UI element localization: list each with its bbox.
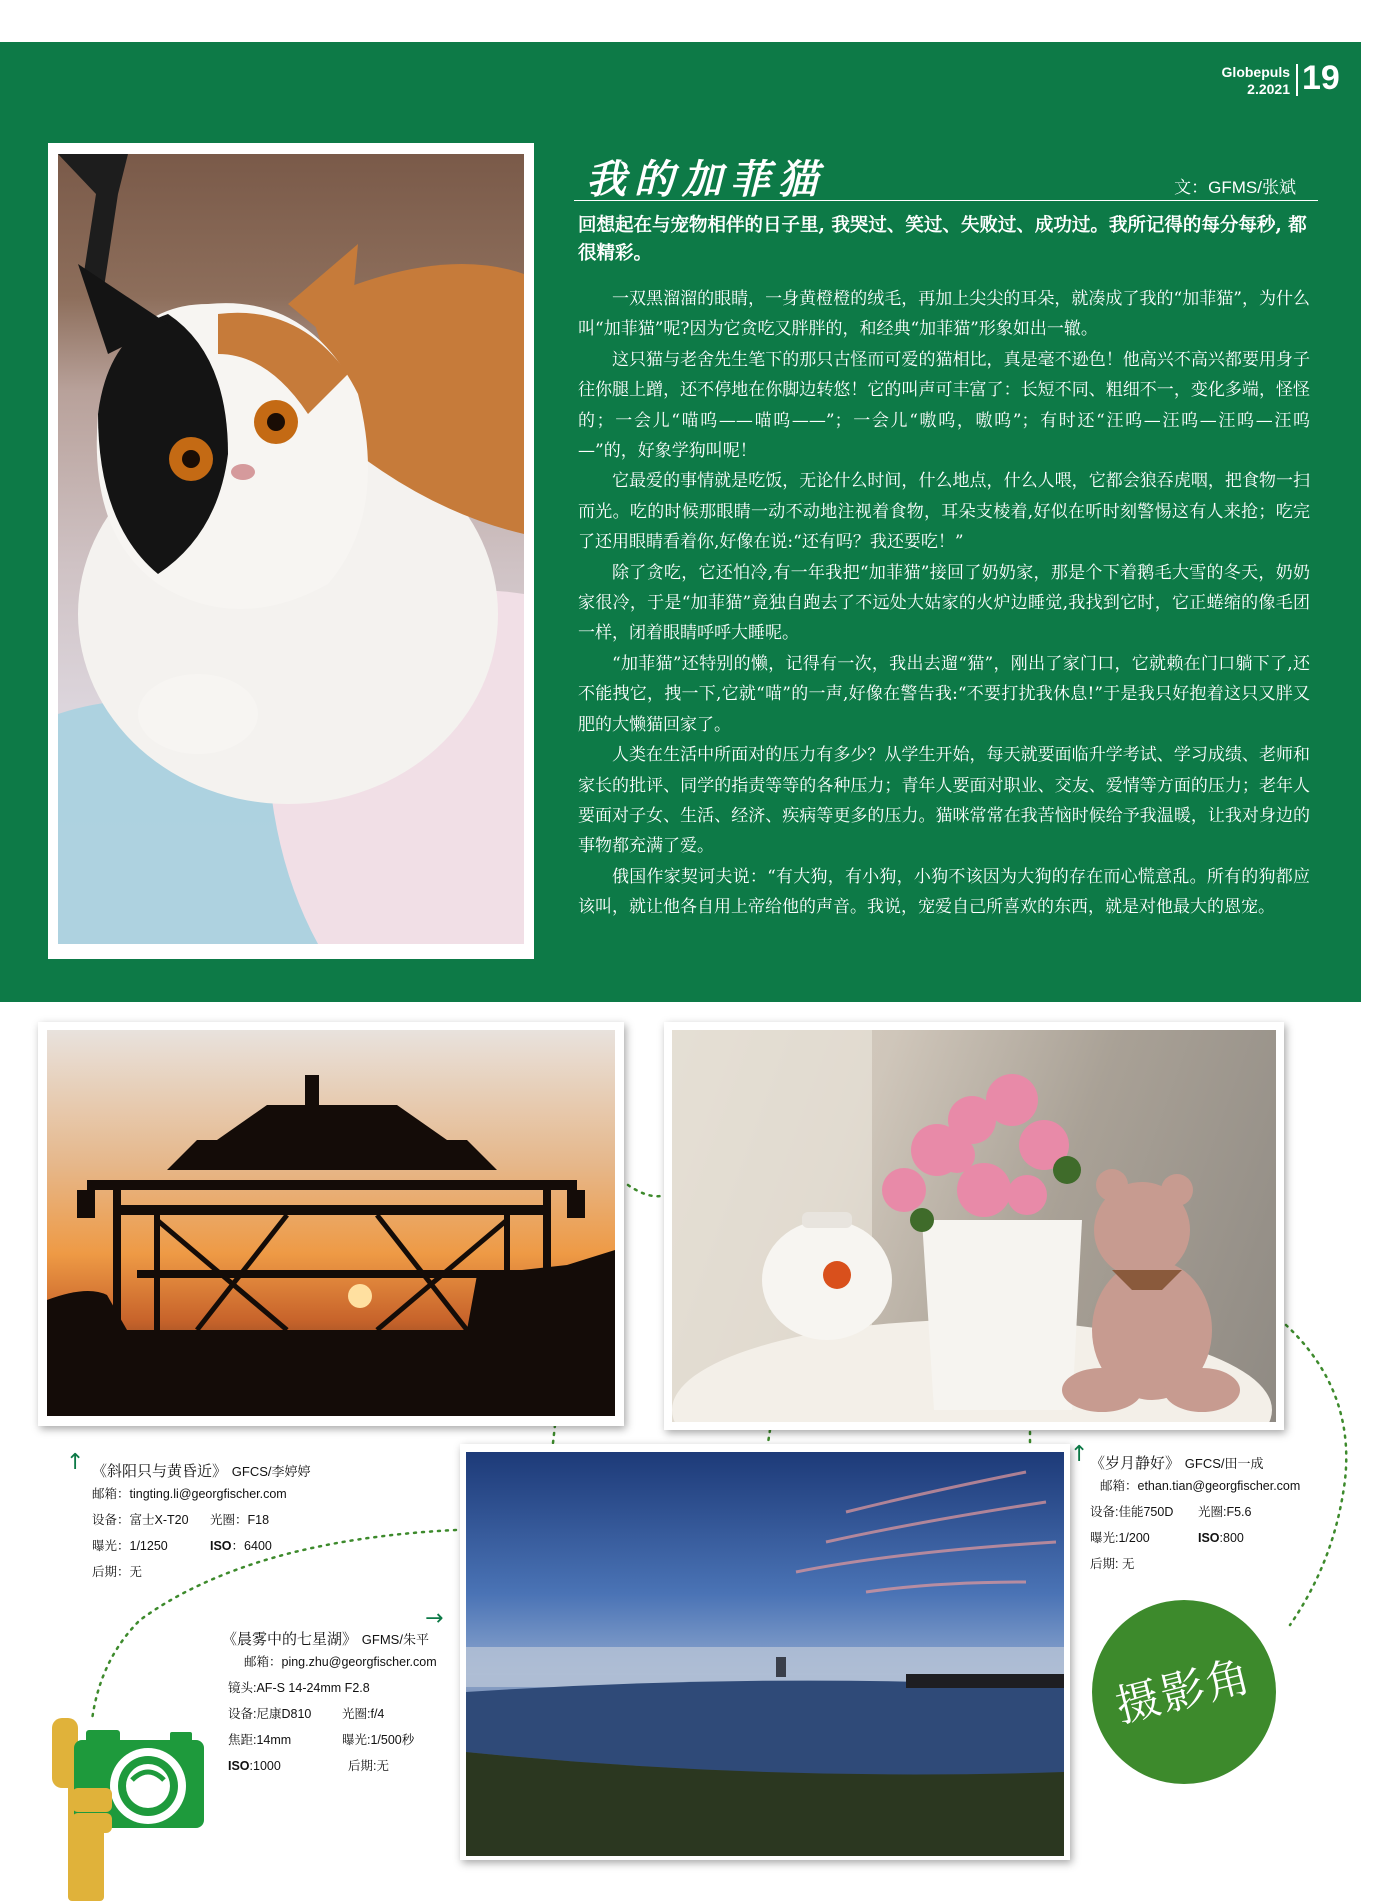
lake-caption <box>222 1628 458 1788</box>
caption-title <box>222 1628 458 1649</box>
lake-aperture: 光圈:f/4 <box>342 1707 385 1721</box>
flowers-teddy-illustration <box>672 1030 1276 1422</box>
caption-title <box>1090 1452 1340 1473</box>
flowers-email: 邮箱：ethan.tian@georgfischer.com <box>1100 1479 1301 1493</box>
sunset-post: 后期：无 <box>92 1565 143 1579</box>
lake-lens: 镜头:AF-S 14-24mm F2.8 <box>228 1681 370 1695</box>
lake-photo <box>466 1452 1064 1856</box>
issue-number: 2.2021 <box>1247 81 1290 97</box>
sunset-device: 设备：富士X-T20 <box>92 1513 189 1527</box>
sunset-iso-label: ISO <box>210 1539 232 1553</box>
flowers-photo <box>672 1030 1276 1422</box>
cat-illustration <box>58 154 524 944</box>
sunset-exposure: 曝光：1/1250 <box>92 1539 168 1553</box>
section-badge-label: 摄影角 <box>1110 1650 1257 1733</box>
lake-credit: GFMS/朱平 <box>361 1632 429 1647</box>
pavilion-silhouette <box>47 1030 615 1416</box>
lake-illustration <box>466 1452 1064 1856</box>
page-number: 19 <box>1302 59 1340 97</box>
lake-focal: 焦距:14mm <box>228 1733 292 1747</box>
lake-device: 设备:尼康D810 <box>228 1707 312 1721</box>
flowers-exposure: 曝光:1/200 <box>1090 1531 1150 1545</box>
paragraph: 俄国作家契诃夫说：“有大狗，有小狗，小狗不该因为大狗的存在而心慌意乱。所有的狗都应该叫，就让他各自用上帝给他的声音。我说，宠爱自己所喜欢的东西，就是对他最大的恩宠。 <box>578 866 1310 918</box>
lake-row-3 <box>222 1753 458 1779</box>
lake-row-1 <box>222 1701 458 1727</box>
article-body <box>578 284 1310 923</box>
flowers-post: 后期: 无 <box>1090 1557 1135 1571</box>
sunset-row-1 <box>92 1507 392 1533</box>
lake-post: 后期:无 <box>348 1759 389 1773</box>
flowers-row-2 <box>1090 1525 1340 1551</box>
flowers-credit: GFCS/田一成 <box>1184 1456 1264 1471</box>
section-badge <box>1092 1600 1276 1784</box>
arrow-right-icon: → <box>425 1606 444 1631</box>
article-title: 我的加菲猫 <box>586 157 826 203</box>
magazine-name: Globepuls <box>1221 64 1290 80</box>
paragraph: “加菲猫”还特别的懒，记得有一次，我出去遛“猫”，刚出了家门口，它就赖在门口躺下了,还不能拽它，拽一下,它就“喵”的一声,好像在警告我:“不要打扰我休息!”于是我只好抱着这只又胖又肥的大懒猫回家了。 <box>578 653 1310 735</box>
article-byline: 文：GFMS/张斌 <box>1174 178 1296 197</box>
article-header <box>574 148 1318 201</box>
lake-title: 《晨雾中的七星湖》 <box>222 1630 358 1648</box>
sunset-credit: GFCS/李婷婷 <box>231 1464 311 1479</box>
cat-photo <box>58 154 524 944</box>
article-lead: 回想起在与宠物相伴的日子里, 我哭过、笑过、失败过、成功过。我所记得的每分每秒, 都很精彩。 <box>578 215 1307 264</box>
sunset-iso-value: ：6400 <box>231 1539 272 1553</box>
flowers-aperture: 光圈:F5.6 <box>1198 1505 1252 1519</box>
lake-iso-value: :1000 <box>249 1759 281 1773</box>
camera-icon <box>52 1718 204 1901</box>
lake-email: 邮箱：ping.zhu@georgfischer.com <box>244 1655 437 1669</box>
flowers-row-1 <box>1090 1499 1340 1525</box>
arrow-up-icon: ↑ <box>66 1450 85 1475</box>
lake-row-2 <box>222 1727 458 1753</box>
flowers-iso-label: ISO <box>1198 1531 1220 1545</box>
sunset-photo <box>47 1030 615 1416</box>
caption-title <box>92 1460 392 1481</box>
lake-exposure: 曝光:1/500秒 <box>342 1733 415 1747</box>
paragraph: 人类在生活中所面对的压力有多少？从学生开始，每天就要面临升学考试、学习成绩、老师和家长的批评、同学的指责等等的各种压力；青年人要面对职业、交友、爱情等方面的压力；老年人要面对子女、生活、经济、疾病等更多的压力。猫咪常常在我苦恼时候给予我温暖，让我对身边的事物都充满了爱。 <box>578 745 1310 857</box>
sunset-caption <box>92 1460 392 1595</box>
paragraph: 一双黑溜溜的眼睛，一身黄橙橙的绒毛，再加上尖尖的耳朵，就凑成了我的“加菲猫”，为什么叫“加菲猫”呢?因为它贪吃又胖胖的，和经典“加菲猫”形象如出一辙。 <box>578 289 1310 340</box>
paragraph: 除了贪吃，它还怕冷,有一年我把“加菲猫”接回了奶奶家，那是个下着鹅毛大雪的冬天，奶奶家很冷，于是“加菲猫”竟独自跑去了不远处大姑家的火炉边睡觉,我找到它时，它正蜷缩的像毛团一样，闭着眼睛呼呼大睡呢。 <box>578 562 1310 644</box>
sunset-aperture: 光圈：F18 <box>210 1513 270 1527</box>
flowers-device: 设备:佳能750D <box>1090 1505 1174 1519</box>
sunset-title: 《斜阳只与黄昏近》 <box>92 1462 228 1480</box>
masthead-divider <box>1296 64 1298 96</box>
paragraph: 它最爱的事情就是吃饭，无论什么时间，什么地点，什么人喂，它都会狼吞虎咽，把食物一扫而光。吃的时候那眼睛一动不动地注视着食物，耳朵支棱着,好似在听时刻警惕这有人来抢；吃完了还用眼睛看着你,好像在说:“还有吗？我还要吃！” <box>578 471 1310 553</box>
lake-iso-label: ISO <box>228 1759 250 1773</box>
arrow-up-icon: ↑ <box>1070 1442 1089 1467</box>
masthead <box>1221 59 1352 98</box>
paragraph: 这只猫与老舍先生笔下的那只古怪而可爱的猫相比，真是毫不逊色！他高兴不高兴都要用身子往你腿上蹭，还不停地在你脚边转悠！它的叫声可丰富了：长短不同、粗细不一，变化多端，怪怪的；一会儿“喵呜——喵呜——”；一会儿“嗷呜，嗷呜”；有时还“汪呜—汪呜—汪呜—汪呜—”的，好象学狗叫呢！ <box>578 349 1311 462</box>
flowers-title: 《岁月静好》 <box>1090 1454 1181 1472</box>
sunset-email: 邮箱：tingting.li@georgfischer.com <box>92 1487 287 1501</box>
flowers-iso-value: :800 <box>1219 1531 1244 1545</box>
flowers-caption <box>1090 1452 1340 1582</box>
sunset-row-2 <box>92 1533 392 1559</box>
